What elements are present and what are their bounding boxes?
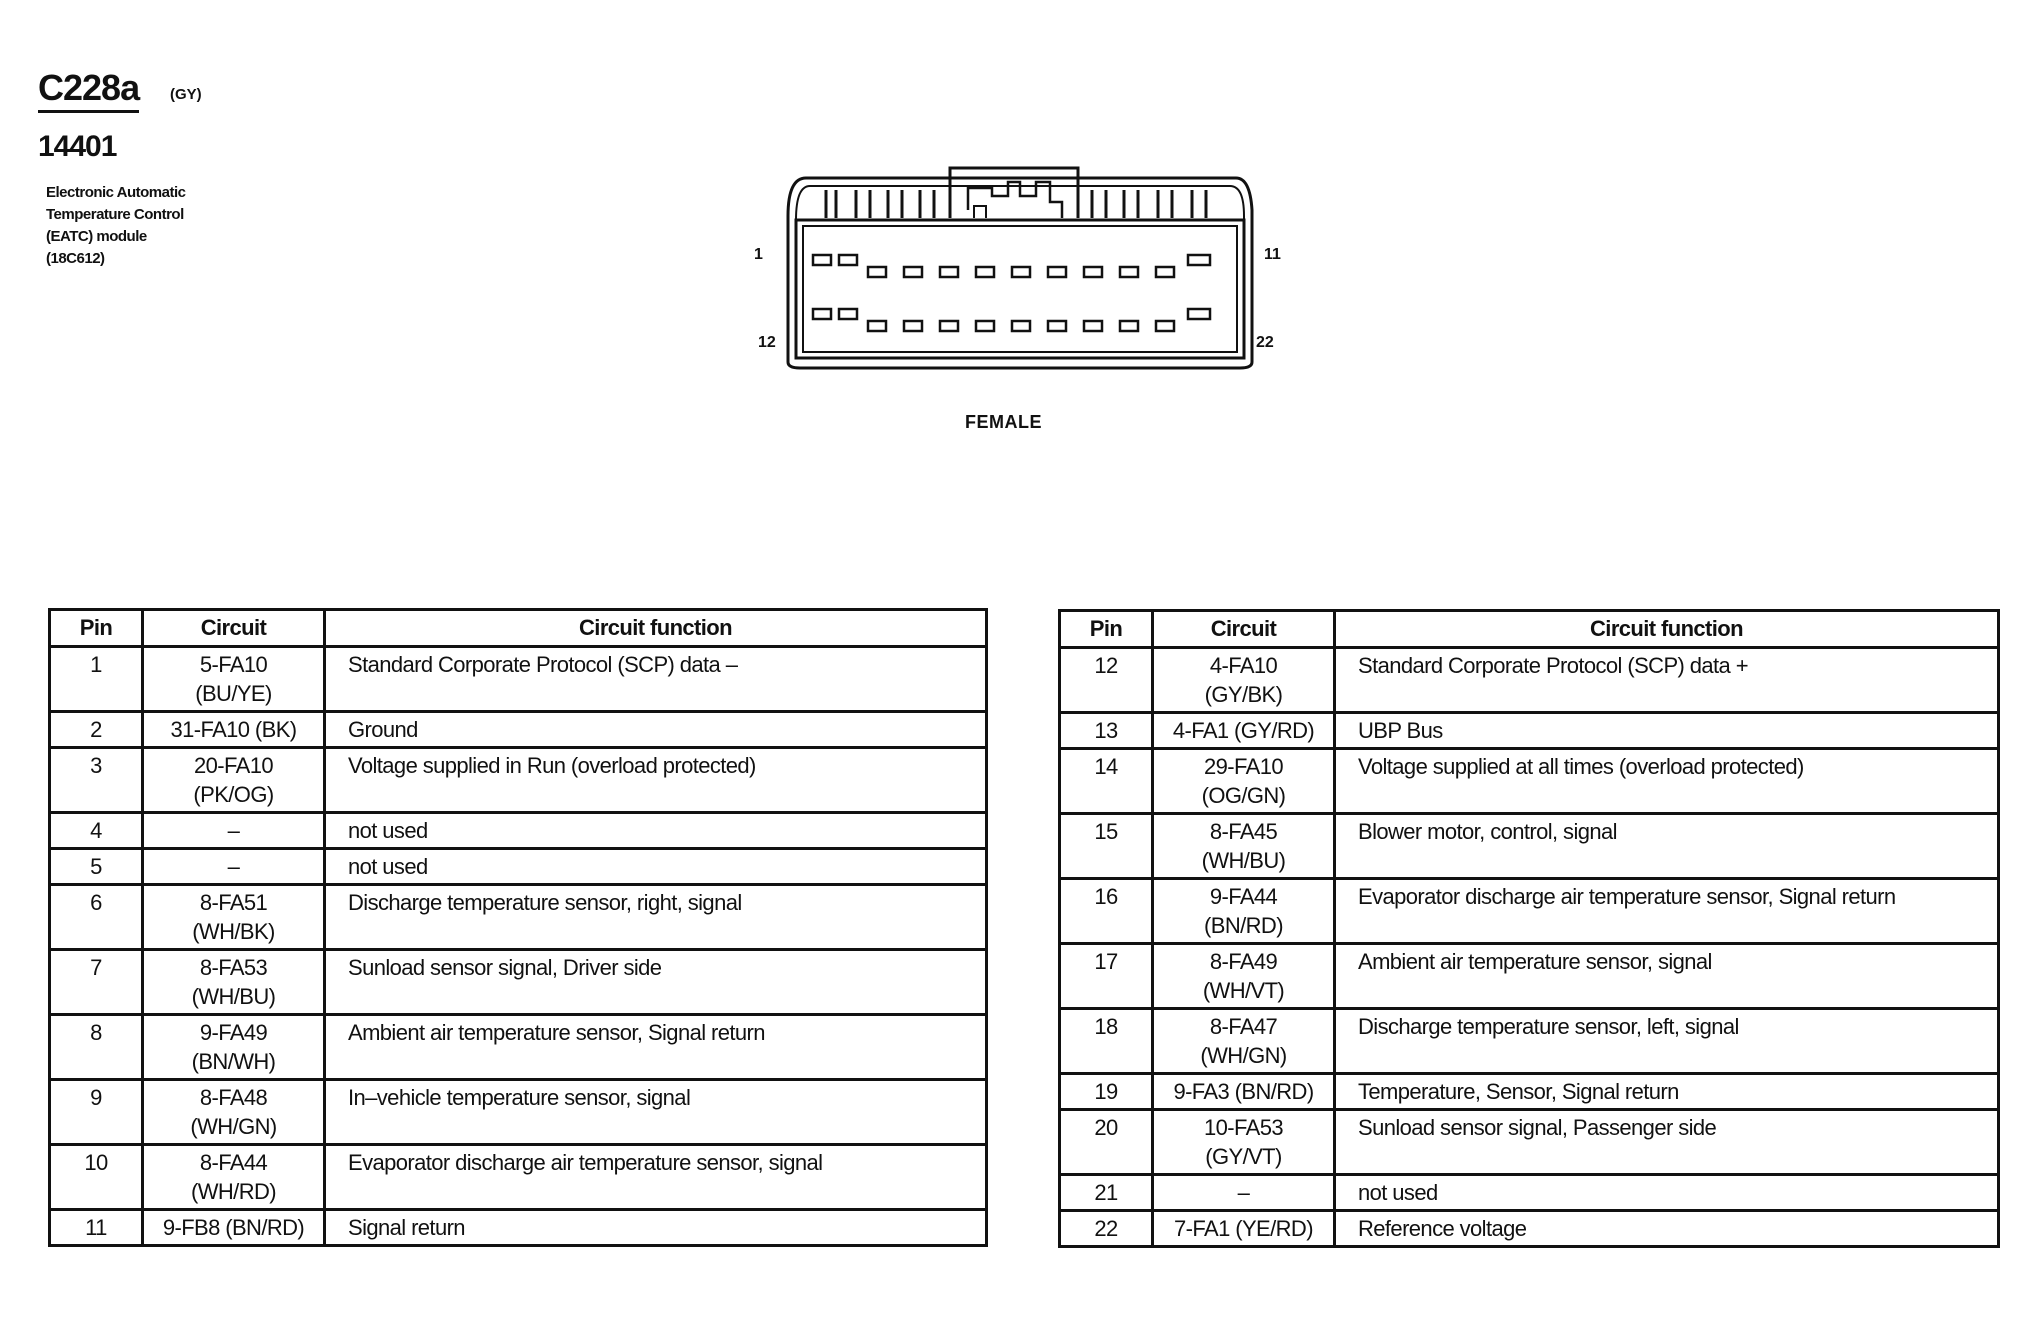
pin-number-cell: 7 xyxy=(50,950,143,1015)
circuit-line: 8-FA49 xyxy=(1209,949,1278,974)
table-row xyxy=(1060,713,1999,749)
pin-number-cell: 12 xyxy=(1060,648,1153,713)
column-header-function: Circuit function xyxy=(1335,611,1999,648)
table-row xyxy=(50,1145,987,1210)
circuit-line: (BN/WH) xyxy=(191,1049,276,1074)
circuit-function-cell: not used xyxy=(1335,1175,1999,1211)
circuit-line: (OG/GN) xyxy=(1201,783,1286,808)
pin-number-cell: 19 xyxy=(1060,1074,1153,1110)
column-header-circuit: Circuit xyxy=(143,610,325,647)
gender-label: FEMALE xyxy=(965,412,1042,432)
pin-number-cell: 15 xyxy=(1060,814,1153,879)
circuit-function-cell: Sunload sensor signal, Passenger side xyxy=(1335,1110,1999,1175)
description-line: Temperature Control xyxy=(46,206,184,223)
pin-cavity-frame xyxy=(796,220,1244,358)
circuit-line: – xyxy=(227,818,240,843)
column-header-circuit: Circuit xyxy=(1153,611,1335,648)
circuit-cell xyxy=(143,1145,325,1210)
table-row xyxy=(1060,1074,1999,1110)
circuit-cell xyxy=(143,950,325,1015)
circuit-line: 9-FA49 xyxy=(199,1020,268,1045)
circuit-cell xyxy=(1153,879,1335,944)
table-row xyxy=(1060,648,1999,713)
circuit-function-cell: Temperature, Sensor, Signal return xyxy=(1335,1074,1999,1110)
table-row xyxy=(50,647,987,712)
pin-number-cell: 2 xyxy=(50,712,143,748)
circuit-cell xyxy=(1153,1009,1335,1074)
pin-cavities xyxy=(813,255,1210,331)
circuit-line: (WH/BU) xyxy=(1201,848,1286,873)
circuit-function-cell: Voltage supplied at all times (overload protected) xyxy=(1335,749,1999,814)
circuit-line: – xyxy=(1237,1180,1250,1205)
circuit-function-cell: Evaporator discharge air temperature sensor, signal xyxy=(325,1145,987,1210)
pin-number-cell: 20 xyxy=(1060,1110,1153,1175)
circuit-cell xyxy=(143,885,325,950)
column-header-pin: Pin xyxy=(50,610,143,647)
circuit-cell xyxy=(143,849,325,885)
description-line: (EATC) module xyxy=(46,228,147,245)
table-row xyxy=(50,748,987,813)
circuit-line: (WH/GN) xyxy=(190,1114,277,1139)
description-line: (18C612) xyxy=(46,250,105,267)
connector-color: (GY) xyxy=(170,86,202,103)
circuit-line: (WH/BU) xyxy=(191,984,276,1009)
circuit-line: 8-FA48 xyxy=(199,1085,268,1110)
circuit-function-cell: not used xyxy=(325,813,987,849)
pin-number-cell: 16 xyxy=(1060,879,1153,944)
table-row xyxy=(50,885,987,950)
circuit-cell xyxy=(143,1210,325,1246)
circuit-cell xyxy=(1153,944,1335,1009)
circuit-line: 8-FA44 xyxy=(199,1150,268,1175)
pinout-table-right xyxy=(1058,609,2000,1248)
circuit-function-cell: Discharge temperature sensor, left, signal xyxy=(1335,1009,1999,1074)
circuit-line: (BN/RD) xyxy=(1204,913,1283,938)
table-row xyxy=(1060,879,1999,944)
circuit-cell xyxy=(143,1015,325,1080)
module-description xyxy=(46,182,185,270)
table-row xyxy=(1060,1110,1999,1175)
circuit-line: (WH/VT) xyxy=(1202,978,1285,1003)
table-row xyxy=(50,1015,987,1080)
pin-label-1: 1 xyxy=(754,246,763,263)
circuit-line: 8-FA51 xyxy=(199,890,268,915)
circuit-line: 5-FA10 xyxy=(199,652,268,677)
circuit-cell xyxy=(143,813,325,849)
table-row xyxy=(1060,1009,1999,1074)
circuit-line: (WH/GN) xyxy=(1200,1043,1287,1068)
circuit-function-cell: UBP Bus xyxy=(1335,713,1999,749)
circuit-line: 10-FA53 xyxy=(1204,1115,1283,1140)
pin-number-cell: 18 xyxy=(1060,1009,1153,1074)
pin-number-cell: 17 xyxy=(1060,944,1153,1009)
circuit-cell xyxy=(143,647,325,712)
table-row xyxy=(1060,944,1999,1009)
circuit-function-cell: Evaporator discharge air temperature sensor, Signal return xyxy=(1335,879,1999,944)
pin-number-cell: 14 xyxy=(1060,749,1153,814)
pin-number-cell: 4 xyxy=(50,813,143,849)
circuit-line: 4-FA10 xyxy=(1209,653,1278,678)
circuit-line: 20-FA10 xyxy=(194,753,273,778)
pin-number-cell: 5 xyxy=(50,849,143,885)
circuit-cell xyxy=(143,1080,325,1145)
circuit-line: 8-FA45 xyxy=(1209,819,1278,844)
circuit-function-cell: Discharge temperature sensor, right, signal xyxy=(325,885,987,950)
circuit-function-cell: Standard Corporate Protocol (SCP) data + xyxy=(1335,648,1999,713)
circuit-cell xyxy=(1153,1211,1335,1247)
pin-number-cell: 3 xyxy=(50,748,143,813)
circuit-function-cell: Reference voltage xyxy=(1335,1211,1999,1247)
connector-id: C228a xyxy=(38,68,139,113)
pin-number-cell: 8 xyxy=(50,1015,143,1080)
pin-number-cell: 11 xyxy=(50,1210,143,1246)
circuit-function-cell: Signal return xyxy=(325,1210,987,1246)
circuit-line: (WH/BK) xyxy=(192,919,275,944)
circuit-line: 29-FA10 xyxy=(1204,754,1283,779)
pin-number-cell: 9 xyxy=(50,1080,143,1145)
circuit-cell xyxy=(1153,713,1335,749)
pin-number-cell: 10 xyxy=(50,1145,143,1210)
circuit-line: 8-FA53 xyxy=(199,955,268,980)
circuit-line: 7-FA1 (YE/RD) xyxy=(1174,1216,1313,1241)
circuit-line: – xyxy=(227,854,240,879)
pin-label-22: 22 xyxy=(1256,334,1274,351)
table-row xyxy=(1060,1211,1999,1247)
pin-cavity-frame-inner xyxy=(803,226,1237,352)
circuit-line: (PK/OG) xyxy=(193,782,274,807)
circuit-cell xyxy=(1153,648,1335,713)
table-row xyxy=(50,712,987,748)
circuit-line: 9-FA3 (BN/RD) xyxy=(1173,1079,1314,1104)
circuit-function-cell: Ambient air temperature sensor, signal xyxy=(1335,944,1999,1009)
table-header-row xyxy=(1060,611,1999,648)
pin-number-cell: 21 xyxy=(1060,1175,1153,1211)
pin-number-cell: 6 xyxy=(50,885,143,950)
table-row xyxy=(50,849,987,885)
circuit-cell xyxy=(1153,1074,1335,1110)
pin-number-cell: 13 xyxy=(1060,713,1153,749)
table-row xyxy=(50,1210,987,1246)
circuit-line: 8-FA47 xyxy=(1209,1014,1278,1039)
circuit-cell xyxy=(1153,814,1335,879)
circuit-line: 9-FA44 xyxy=(1209,884,1278,909)
circuit-function-cell: not used xyxy=(325,849,987,885)
pinout-table-left xyxy=(48,608,988,1247)
table-row xyxy=(1060,1175,1999,1211)
circuit-line: 9-FB8 (BN/RD) xyxy=(162,1215,305,1240)
circuit-cell xyxy=(1153,749,1335,814)
circuit-function-cell: Ambient air temperature sensor, Signal return xyxy=(325,1015,987,1080)
circuit-line: (GY/VT) xyxy=(1205,1144,1282,1169)
circuit-cell xyxy=(143,748,325,813)
pin-label-12: 12 xyxy=(758,334,776,351)
circuit-function-cell: Voltage supplied in Run (overload protected) xyxy=(325,748,987,813)
circuit-cell xyxy=(1153,1110,1335,1175)
circuit-function-cell: Standard Corporate Protocol (SCP) data – xyxy=(325,647,987,712)
circuit-line: (BU/YE) xyxy=(195,681,272,706)
circuit-function-cell: In–vehicle temperature sensor, signal xyxy=(325,1080,987,1145)
column-header-function: Circuit function xyxy=(325,610,987,647)
pin-number-cell: 1 xyxy=(50,647,143,712)
circuit-function-cell: Sunload sensor signal, Driver side xyxy=(325,950,987,1015)
table-row xyxy=(50,813,987,849)
circuit-line: (GY/BK) xyxy=(1204,682,1283,707)
circuit-line: (WH/RD) xyxy=(191,1179,276,1204)
circuit-function-cell: Ground xyxy=(325,712,987,748)
circuit-function-cell: Blower motor, control, signal xyxy=(1335,814,1999,879)
table-row xyxy=(1060,814,1999,879)
connector-face-diagram xyxy=(740,150,1300,390)
table-row xyxy=(50,1080,987,1145)
circuit-line: 31-FA10 (BK) xyxy=(170,717,297,742)
circuit-cell xyxy=(143,712,325,748)
table-row xyxy=(50,950,987,1015)
circuit-line: 4-FA1 (GY/RD) xyxy=(1172,718,1315,743)
circuit-cell xyxy=(1153,1175,1335,1211)
column-header-pin: Pin xyxy=(1060,611,1153,648)
part-number: 14401 xyxy=(38,130,117,163)
pin-number-cell: 22 xyxy=(1060,1211,1153,1247)
table-row xyxy=(1060,749,1999,814)
pin-label-11: 11 xyxy=(1264,246,1281,263)
description-line: Electronic Automatic xyxy=(46,184,186,201)
table-header-row xyxy=(50,610,987,647)
